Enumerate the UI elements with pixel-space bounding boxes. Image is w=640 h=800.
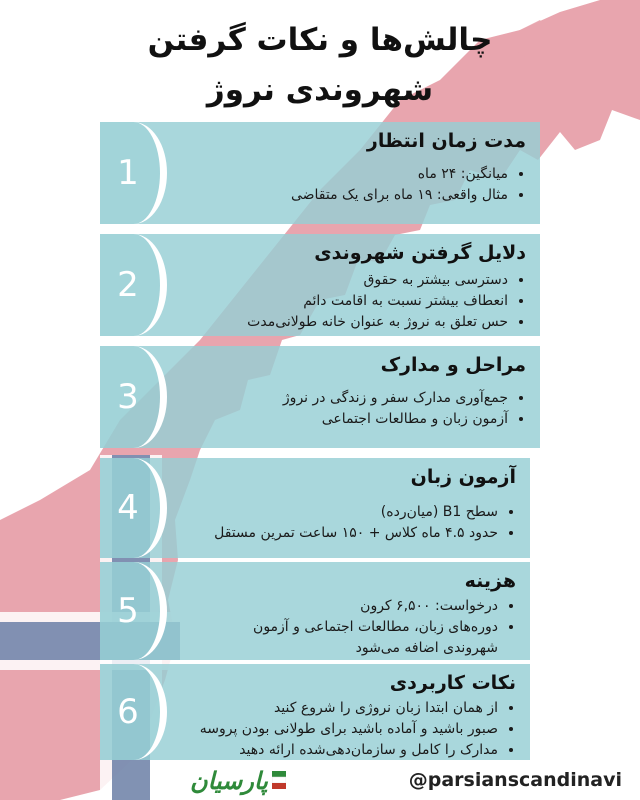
brand-flag-icon (272, 771, 286, 789)
card-bullet-list (198, 596, 516, 659)
card-bullet: • آزمون زبان و مطالعات اجتماعی (283, 409, 508, 430)
card-number: 3 (117, 377, 139, 417)
card-bullet: • حس تعلق به نروژ به عنوان خانه طولانی‌مدت (247, 312, 508, 333)
card-heading: مراحل و مدارک (380, 354, 526, 376)
card-bullet: • مدارک را کامل و سازمان‌دهی‌شده ارائه دهید (200, 740, 498, 761)
card-bullet: • انعطاف بیشتر نسبت به اقامت دائم (247, 291, 508, 312)
social-handle-link[interactable]: @parsianscandinavi (408, 769, 622, 791)
info-card-practical-tips (100, 664, 530, 760)
card-bullet-list (200, 698, 516, 761)
card-bullet: • سطح B1 (میان‌رده) (214, 502, 498, 523)
brand-logo (190, 766, 286, 795)
card-heading: آزمون زبان (410, 466, 516, 488)
card-bullet-list (247, 270, 526, 333)
card-number: 2 (117, 265, 139, 305)
page-title-line1: چالش‌ها و نکات گرفتن (147, 22, 493, 58)
card-heading: مدت زمان انتظار (366, 130, 526, 152)
info-card-language-test (100, 458, 530, 558)
card-bullet: • مثال واقعی: ۱۹ ماه برای یک متقاضی (291, 185, 508, 206)
card-bullet: • دوره‌های زبان، مطالعات اجتماعی و آزمون شهروندی اضافه می‌شود (198, 617, 498, 659)
info-card-waiting-time (100, 122, 540, 224)
card-bullet: • حدود ۴.۵ ماه کلاس + ۱۵۰ ساعت تمرین مستقل (214, 523, 498, 544)
card-heading: هزینه (464, 570, 516, 592)
page-title-line2: شهروندی نروژ (206, 72, 434, 108)
card-bullet: • صبور باشید و آماده باشید برای طولانی بودن پروسه (200, 719, 498, 740)
footer-bar (160, 760, 640, 800)
card-bullet-list (291, 164, 526, 206)
card-bullet: • میانگین: ۲۴ ماه (291, 164, 508, 185)
card-bullet-list (283, 388, 526, 430)
card-bullet: • درخواست: ۶,۵۰۰ کرون (198, 596, 498, 617)
card-bullet-list (214, 502, 516, 544)
info-card-cost (100, 562, 530, 660)
card-heading: دلایل گرفتن شهروندی (314, 242, 526, 264)
card-bullet: • جمع‌آوری مدارک سفر و زندگی در نروژ (283, 388, 508, 409)
card-number: 6 (117, 692, 139, 732)
card-bullet: • دسترسی بیشتر به حقوق (247, 270, 508, 291)
info-card-reasons (100, 234, 540, 336)
brand-logo-text: پارسیان (190, 765, 268, 795)
card-bullet: • از همان ابتدا زبان نروژی را شروع کنید (200, 698, 498, 719)
card-number: 4 (117, 488, 139, 528)
info-card-steps-documents (100, 346, 540, 448)
card-heading: نکات کاربردی (389, 672, 516, 694)
card-number: 1 (117, 153, 139, 193)
card-number: 5 (117, 591, 139, 631)
